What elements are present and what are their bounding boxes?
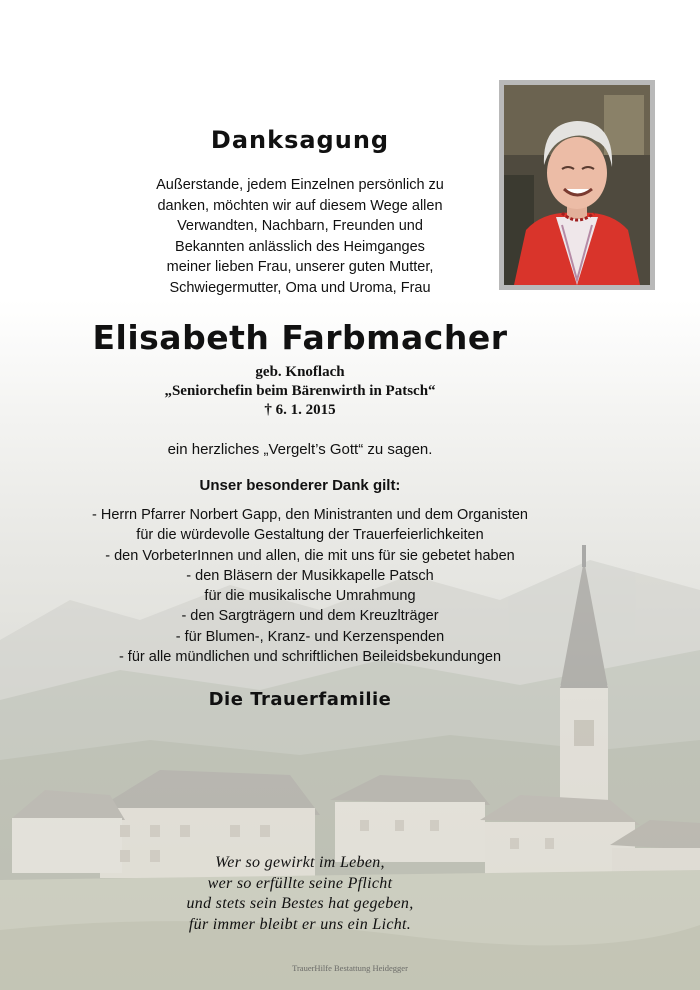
funeral-home-credit: TrauerHilfe Bestattung Heidegger [292, 963, 408, 973]
poem-line: Wer so gewirkt im Leben, [215, 854, 385, 871]
intro-line: Außerstande, jedem Einzelnen persönlich zu [156, 177, 444, 193]
list-item: für die musikalische Umrahmung [204, 588, 416, 605]
portrait-photo [504, 85, 650, 285]
death-date: † 6. 1. 2015 [264, 402, 336, 418]
deceased-name: Elisabeth Farbmacher [92, 318, 508, 357]
list-item: für die würdevolle Gestaltung der Trauerfeierlichkeiten [136, 527, 484, 544]
list-item: - den VorbeterInnen und allen, die mit uns für sie gebetet haben [105, 547, 515, 564]
signature-family: Die Trauerfamilie [208, 689, 392, 710]
list-item: - Herrn Pfarrer Norbert Gapp, den Ministranten und dem Organisten [91, 507, 528, 523]
list-item: - den Bläsern der Musikkapelle Patsch [186, 567, 434, 584]
intro-line: Bekannten anlässlich des Heimganges [175, 238, 425, 255]
thanks-list [40, 505, 580, 667]
poem-line: wer so erfüllte seine Pflicht [207, 874, 393, 892]
intro-line: Schwiegermutter, Oma und Uroma, Frau [169, 279, 431, 296]
intro-line: Verwandten, Nachbarn, Freunden und [177, 218, 423, 234]
poem-line: und stets sein Bestes hat gegeben, [186, 895, 414, 912]
heading-danksagung: Danksagung [210, 126, 390, 154]
portrait-frame [499, 80, 655, 290]
list-item: - den Sargträgern und dem Kreuzlträger [181, 608, 439, 625]
intro-line: danken, möchten wir auf diesem Wege allen [157, 197, 443, 214]
intro-text [110, 175, 490, 298]
deceased-description: „Seniorchefin beim Bärenwirth in Patsch“ [164, 383, 436, 399]
thanks-heading: Unser besonderer Dank gilt: [199, 477, 401, 494]
maiden-name: geb. Knoflach [255, 364, 345, 380]
list-item: - für Blumen-, Kranz- und Kerzenspenden [175, 628, 445, 645]
poem-line: für immer bleibt er uns ein Licht. [188, 915, 412, 933]
poem [90, 853, 510, 935]
list-item: - für alle mündlichen und schriftlichen Beileidsbekundungen [118, 649, 502, 666]
vergelts-gott-line: ein herzliches „Vergelt’s Gott“ zu sagen. [167, 441, 433, 458]
intro-line: meiner lieben Frau, unserer guten Mutter, [166, 259, 434, 275]
deceased-details [100, 363, 500, 420]
